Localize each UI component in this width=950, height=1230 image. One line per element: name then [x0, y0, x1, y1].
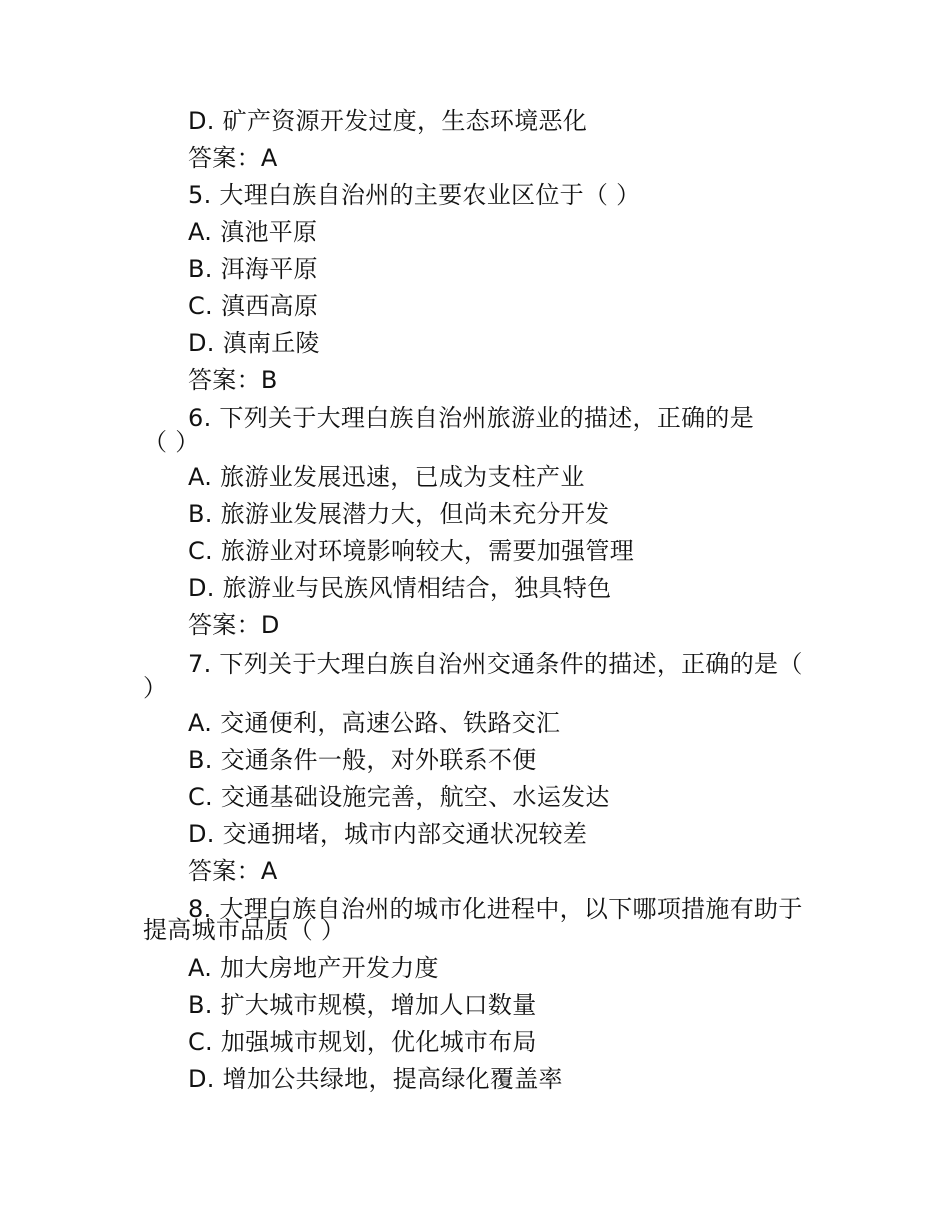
q5-option-c: C. 滇西高原 — [188, 292, 319, 320]
q7-question-line2: ） — [143, 674, 168, 702]
q7-answer: 答案：A — [188, 857, 278, 885]
q8-option-b: B. 扩大城市规模，增加人口数量 — [188, 991, 537, 1019]
q6-option-c: C. 旅游业对环境影响较大，需要加强管理 — [188, 537, 635, 565]
q6-option-b: B. 旅游业发展潜力大，但尚未充分开发 — [188, 500, 610, 528]
q8-option-a: A. 加大房地产开发力度 — [188, 954, 439, 982]
q7-option-d: D. 交通拥堵，城市内部交通状况较差 — [188, 820, 588, 848]
q8-question-line2: 提高城市品质（ ） — [143, 916, 346, 944]
q7-option-b: B. 交通条件一般，对外联系不便 — [188, 746, 537, 774]
q6-option-a: A. 旅游业发展迅速，已成为支柱产业 — [188, 463, 585, 491]
q5-answer: 答案：B — [188, 366, 278, 394]
q8-question-line1: 8. 大理白族自治州的城市化进程中，以下哪项措施有助于 — [188, 895, 803, 923]
q5-option-d: D. 滇南丘陵 — [188, 329, 320, 357]
q8-option-d: D. 增加公共绿地，提高绿化覆盖率 — [188, 1065, 563, 1093]
q4-option-d: D. 矿产资源开发过度，生态环境恶化 — [188, 107, 588, 135]
q8-option-c: C. 加强城市规划，优化城市布局 — [188, 1028, 537, 1056]
q5-option-a: A. 滇池平原 — [188, 218, 318, 246]
q5-question: 5. 大理白族自治州的主要农业区位于（ ） — [188, 181, 641, 209]
q6-question-line1: 6. 下列关于大理白族自治州旅游业的描述，正确的是 — [188, 404, 755, 432]
q7-option-a: A. 交通便利，高速公路、铁路交汇 — [188, 709, 561, 737]
q6-option-d: D. 旅游业与民族风情相结合，独具特色 — [188, 574, 612, 602]
q6-question-line2: （ ） — [143, 428, 200, 456]
q6-answer: 答案：D — [188, 611, 280, 639]
q4-answer: 答案：A — [188, 144, 278, 172]
q7-question-line1: 7. 下列关于大理白族自治州交通条件的描述，正确的是（ — [188, 650, 803, 678]
q7-option-c: C. 交通基础设施完善，航空、水运发达 — [188, 783, 610, 811]
q5-option-b: B. 洱海平原 — [188, 255, 318, 283]
